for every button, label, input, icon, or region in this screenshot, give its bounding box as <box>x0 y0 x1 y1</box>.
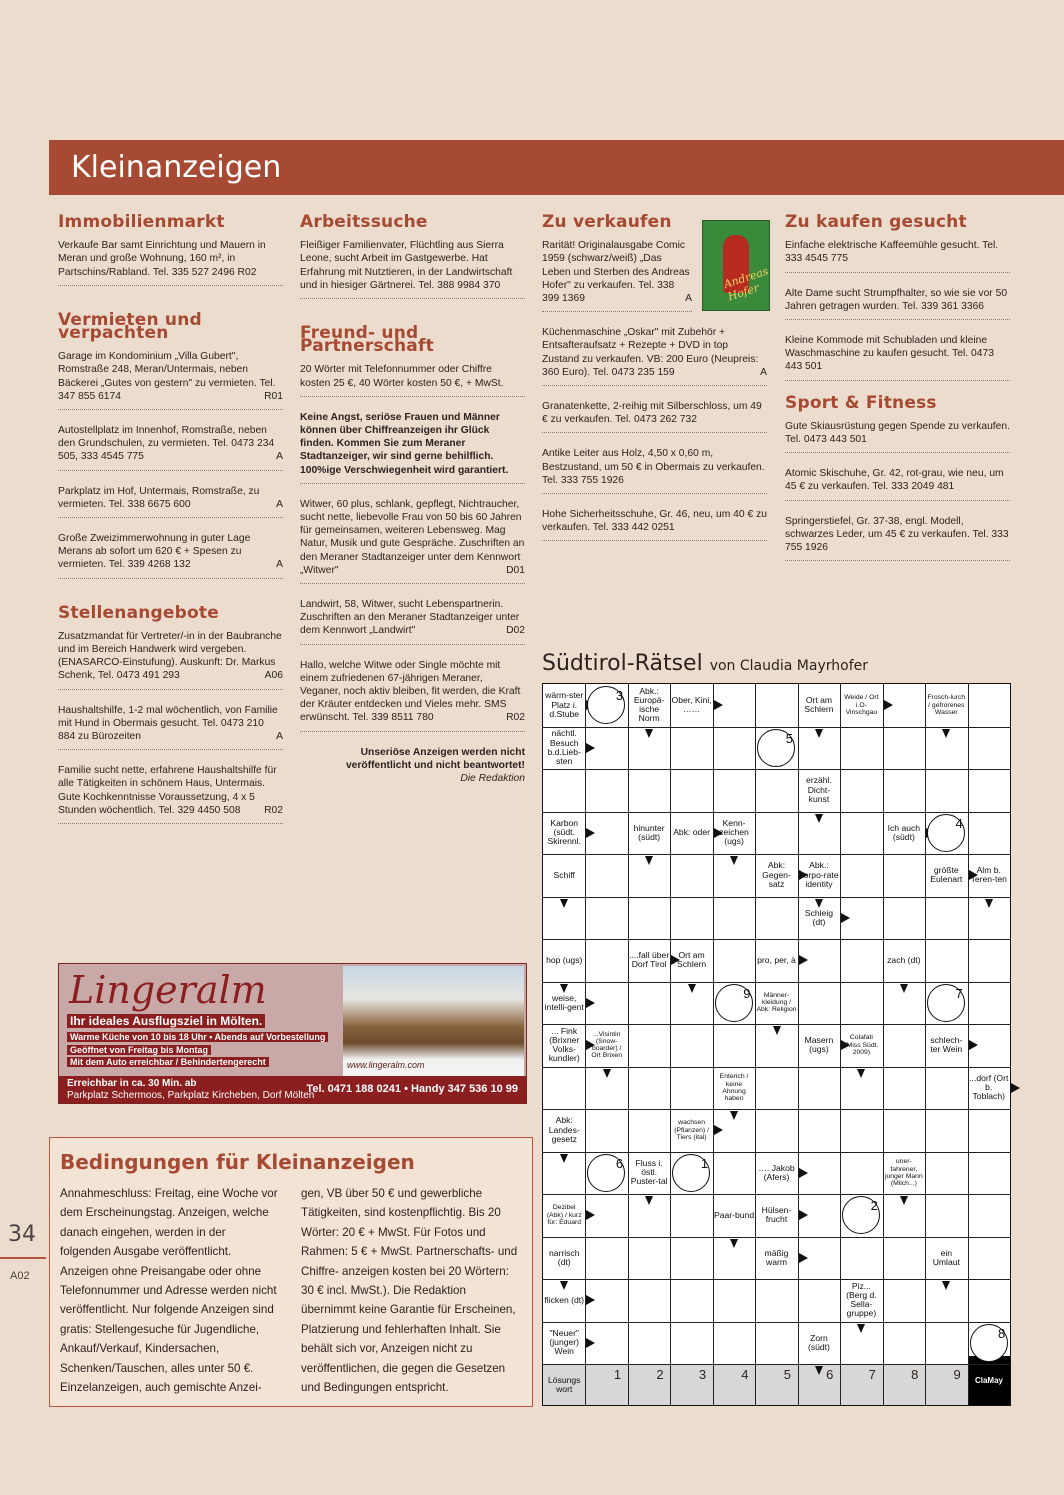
clue-arrow-icon <box>773 1026 781 1035</box>
comic-book-image <box>702 220 770 311</box>
clue-arrow-icon <box>841 913 850 923</box>
clue-cell: Abk.: Europä-ische Norm <box>633 685 665 724</box>
page-number: 34 <box>8 1222 36 1247</box>
list-item: Atomic Skischuhe, Gr. 42, rot-grau, wie neu, um 45 € zu verkaufen. Tel. 333 2049 481 <box>785 467 1010 500</box>
clue-cell: erzähl. Dicht-kunst <box>806 775 832 804</box>
grid-line <box>543 897 1010 898</box>
list-item: Witwer, 60 plus, schlank, gepflegt, Nichtraucher, sucht nette, liebevolle Frau von 50 bis 60 Jahren für gemeinsamen, weiteren Lebensweg. Mag Natur, Musik und gute Gespräche. Zuschriften an den Meraner Stadtanzeiger unter dem Kennwort „Witwer" D01 <box>300 498 525 584</box>
clue-arrow-icon <box>799 1168 808 1178</box>
clue-cell: Piz... (Berg d. Sella-gruppe) <box>846 1280 877 1319</box>
clue-cell: Enterich / keine Ahnung haben <box>719 1073 749 1102</box>
clue-arrow-icon <box>730 856 738 865</box>
clue-cell: schlech-ter Wein <box>930 1035 963 1055</box>
puzzle-brand: ClaMay <box>968 1356 1010 1405</box>
puzzle-title: Südtirol-Rätsel von Claudia Mayrhofer <box>542 651 868 676</box>
grid-line <box>543 1322 1010 1323</box>
conditions-col-1: Annahmeschluss: Freitag, eine Woche vor dem Erscheinungstag. Anzeigen, welche danach eingehen, werden in der folgenden Ausgabe veröffentlicht. Anzeigen ohne Preisangabe oder ohne Telefonnummer und Adresse werden nicht veröffentlicht. Nur folgende Anzeigen sind gratis: Stellengesuche für Jugendliche, Ankauf/Verkauf, Kindersachen, Schenken/Tauschen, alles unter 50 €. Einzelanzeigen, auch gemischte Anzei- <box>60 1187 278 1395</box>
clue-cell: Abk.: corpo-rate identity <box>799 860 839 889</box>
list-item: Garage im Kondominium „Villa Gubert", Romstraße 248, Meran/Untermais, neben Bäckerei „Gutes von gestern" zu vermieten. Tel. 347 855 6174 R01 <box>58 350 283 410</box>
clue-cell: Männer-kleidung / Abk: Religion <box>756 991 797 1014</box>
clue-cell: Masern (ugs) <box>804 1035 834 1055</box>
column-4 <box>785 212 1010 575</box>
clue-cell: zach (dt) <box>887 954 921 965</box>
clue-cell: ....fall über Dorf Tirol <box>629 950 670 970</box>
circle-number: 6 <box>615 1155 624 1171</box>
circle-number: 1 <box>700 1155 709 1171</box>
clue-arrow-icon <box>586 1210 595 1220</box>
clue-arrow-icon <box>815 729 823 738</box>
solution-number: 3 <box>698 1367 707 1382</box>
page-code: A02 <box>10 1270 30 1282</box>
lingeralm-line: Warme Küche von 10 bis 18 Uhr • Abends auf Vorbestellung <box>67 1032 328 1042</box>
circle-number: 3 <box>615 688 624 703</box>
clue-cell: ein Umlaut <box>932 1247 960 1267</box>
clue-cell: Zorn (südt) <box>807 1332 830 1352</box>
lingeralm-website: www.lingeralm.com <box>347 1060 425 1070</box>
clue-arrow-icon <box>815 1366 823 1375</box>
clue-arrow-icon <box>586 828 595 838</box>
freund-heading: Freund- und Partnerschaft <box>300 323 434 357</box>
page-divider <box>0 1257 46 1259</box>
clue-cell: Alm b. Teren-ten <box>970 865 1007 885</box>
clue-arrow-icon <box>857 1069 865 1078</box>
clue-arrow-icon <box>900 984 908 993</box>
clue-cell: Kenn-zeichen (ugs) <box>719 817 749 847</box>
clue-cell: Ort am Schlern <box>677 950 707 970</box>
grid-line <box>543 769 1010 770</box>
clue-cell: ...dorf (Ort b. Toblach) <box>969 1072 1009 1102</box>
list-item: Landwirt, 58, Witwer, sucht Lebenspartnerin. Zuschriften an den Meraner Stadtanzeiger unter dem Kennwort „Landwirt" D02 <box>300 598 525 645</box>
clue-cell: hinunter (südt) <box>633 822 665 842</box>
arbeit-heading: Arbeitssuche <box>300 212 428 232</box>
section-banner <box>49 140 1064 195</box>
kaufen-heading: Zu kaufen gesucht <box>785 212 967 232</box>
lingeralm-subtitle: Ihr ideales Ausflugsziel in Mölten. <box>67 1014 265 1028</box>
clue-cell: Abk: Gegen-satz <box>762 860 791 889</box>
clue-arrow-icon <box>985 899 993 908</box>
clue-arrow-icon <box>1011 1083 1020 1093</box>
clue-cell: Ort am Schlern <box>804 695 834 715</box>
clue-arrow-icon <box>900 1196 908 1205</box>
circle-number: 7 <box>955 985 963 1001</box>
grid-line <box>543 1364 1010 1365</box>
stellen-heading: Stellenangebote <box>58 602 219 623</box>
list-item: Große Zweizimmerwohnung in guter Lage Merans ab sofort um 620 € + Spesen zu vermieten. Tel. 339 4268 132 A <box>58 532 283 579</box>
grid-line <box>543 1109 1010 1110</box>
immobilien-heading: Immobilienmarkt <box>58 212 225 232</box>
lingeralm-ad <box>58 963 527 1104</box>
list-item: Antike Leiter aus Holz, 4,50 x 0,60 m, Bestzustand, um 50 € in Obermais zu verkaufen. Tel. 333 755 1926 <box>542 447 767 494</box>
list-item: Verkaufe Bar samt Einrichtung und Mauern in Meran und große Wohnung, 160 m², in Partschins/Rabland. Tel. 335 527 2496 R02 <box>58 239 283 286</box>
clue-arrow-icon <box>586 998 595 1008</box>
clue-arrow-icon <box>799 955 808 965</box>
clue-cell: ...Visintin (Snow-boarder) / Ort Brixen <box>591 1030 622 1060</box>
clue-arrow-icon <box>730 1111 738 1120</box>
lingeralm-title: Lingeralm <box>69 968 267 1012</box>
clue-cell: Schleig (dt) <box>804 907 834 927</box>
clue-arrow-icon <box>942 729 950 738</box>
list-item: Hallo, welche Witwe oder Single möchte mit einem zufriedenen 67-jährigen Meraner, Veganer, noch aktiv bleiben, fit werden, die Kraft der Kräuter entdecken und Vieles mehr. SMS erwünscht. Tel. 339 8511 780 R02 <box>300 659 525 732</box>
circle-number: 2 <box>870 1198 878 1213</box>
list-item: Kleine Kommode mit Schubladen und kleine Waschmaschine zu kaufen gesucht. Tel. 0473 443 501 <box>785 334 1010 381</box>
conditions-box <box>49 1137 533 1407</box>
clue-cell: Ober, Kini, …… <box>671 695 712 715</box>
circle-number: 9 <box>743 985 751 1001</box>
vermieten-heading: Vermieten und verpachten <box>58 309 202 344</box>
clue-cell: Weide / Ort i.O-Vinschgau <box>844 694 879 716</box>
circle-number: 4 <box>955 815 963 831</box>
list-item: Fleißiger Familienvater, Flüchtling aus Sierra Leone, sucht Arbeit im Gastgewerbe. Hat Erfahrung mit Nutztieren, in der Landwirtschaft und in hiesiger Gärtnerei. Tel. 388 9984 370 <box>300 239 525 299</box>
list-item: 20 Wörter mit Telefonnummer oder Chiffre kosten 25 €, 40 Wörter kosten 50 €, + MwSt. <box>300 363 525 396</box>
sport-heading: Sport & Fitness <box>785 392 937 413</box>
clue-arrow-icon <box>799 1210 808 1220</box>
list-item: Küchenmaschine „Oskar" mit Zubehör + Entsafteraufsatz + Rezepte + DVD in top Zustand zu verkaufen. VB: 200 Euro (Neupreis: 360 Euro). Tel. 0473 235 159 A <box>542 326 767 386</box>
list-item: Keine Angst, seriöse Frauen und Männer können über Chiffreanzeigen ihr Glück finden. Kommen Sie zum Meraner Stadtanzeiger, wir sind gerne behilflich. 100%ige Verschwiegenheit wird garantiert. <box>300 411 525 484</box>
clue-cell: größte Eulenart <box>930 865 963 885</box>
list-item: Springerstiefel, Gr. 37-38, engl. Modell, schwarzes Leder, um 45 € zu verkaufen. Tel. 333 755 1926 <box>785 515 1010 562</box>
clue-cell: Fluss i. östl. Puster-tal <box>630 1157 668 1187</box>
list-item: Granatenkette, 2-reihig mit Silberschloss, um 49 € zu verkaufen. Tel. 0473 262 732 <box>542 400 767 433</box>
clue-cell: Abk: oder <box>673 827 710 838</box>
lingeralm-contact-bar: Erreichbar in ca. 30 Min. ab Parkplatz Schermoos, Parkplatz Kircheben, Dorf Mölten Tel. 0471 188 0241 • Handy 347 536 10 99 <box>59 1076 526 1103</box>
clue-arrow-icon <box>586 1338 595 1348</box>
conditions-heading: Bedingungen für Kleinanzeigen <box>60 1150 415 1174</box>
grid-line <box>543 1067 1010 1068</box>
clue-arrow-icon <box>586 743 595 753</box>
grid-line <box>713 684 714 1405</box>
clue-cell: nächtl. Besuch b.d.Lieb-sten <box>547 728 581 766</box>
grid-line <box>543 727 1010 728</box>
clue-cell: Schiff <box>553 869 575 880</box>
clue-cell: wärm-ster Platz i. d.Stube <box>545 690 584 719</box>
circle-number: 5 <box>785 730 793 746</box>
clue-arrow-icon <box>942 1281 950 1290</box>
clue-cell: uner-fahrener, junger Mann (Milch...) <box>884 1158 923 1187</box>
clue-arrow-icon <box>603 1069 611 1078</box>
lingeralm-line: Mit dem Auto erreichbar / Behindertengerecht <box>67 1057 269 1067</box>
solution-number: 8 <box>911 1367 919 1382</box>
solution-number: 7 <box>868 1367 876 1382</box>
column-1 <box>58 212 283 838</box>
list-item: Einfache elektrische Kaffeemühle gesucht. Tel. 333 4545 775 <box>785 239 1010 272</box>
clue-cell: Abk: Landes-gesetz <box>548 1115 580 1144</box>
verkaufen-heading: Zu verkaufen <box>542 212 672 232</box>
clue-arrow-icon <box>688 984 696 993</box>
solution-number: 5 <box>783 1367 791 1382</box>
banner-title: Kleinanzeigen <box>71 150 282 185</box>
clue-cell: Ich auch (südt) <box>887 822 921 842</box>
list-item: Zusatzmandat für Vertreter/-in in der Baubranche und im Bereich Handwerk wird vergeben. (ENASARCO-Einstufung). Auskunft: Dr. Markus Schenk, Tel. 0473 491 293 A06 <box>58 630 283 690</box>
grid-line <box>543 1279 1010 1280</box>
clue-arrow-icon <box>884 700 893 710</box>
clue-arrow-icon <box>645 856 653 865</box>
grid-line <box>883 684 884 1405</box>
lingeralm-line: Geöffnet von Freitag bis Montag <box>67 1045 211 1055</box>
clue-cell: "Neuer" (junger) Wein <box>549 1327 580 1357</box>
clue-arrow-icon <box>969 1040 978 1050</box>
clue-cell: flicken (dt) <box>544 1294 585 1305</box>
list-item: Familie sucht nette, erfahrene Haushaltshilfe für alle Tätigkeiten in schönem Haus, Untermais. Gute Kochkenntnisse Voraussetzung, 4 x 5 Stunden wöchentlich. Tel. 329 4450 508 R02 <box>58 764 283 824</box>
list-item: Rarität! Originalausgabe Comic 1959 (schwarz/weiß) „Das Leben und Sterben des Andreas Hofer" zu verkaufen. Tel. 338 399 1369 A <box>542 239 692 312</box>
grid-line <box>628 684 629 1405</box>
clue-cell: Frosch-lurch / gefrorenes Wasser <box>927 694 966 716</box>
solution-number: 2 <box>656 1367 664 1382</box>
circle-number: 8 <box>998 1325 1006 1341</box>
clue-cell: wachsen (Pflanzen) / Tiers (ital) <box>674 1119 709 1141</box>
clue-arrow-icon <box>857 1324 865 1333</box>
clue-arrow-icon <box>815 814 823 823</box>
clue-arrow-icon <box>560 899 568 908</box>
clue-arrow-icon <box>645 729 653 738</box>
book-title: Andreas Hofer <box>722 264 770 304</box>
clue-cell: Paar-bund <box>713 1209 755 1220</box>
grid-line <box>543 812 1010 813</box>
solution-number: 9 <box>953 1367 961 1382</box>
list-item: Hohe Sicherheitsschuhe, Gr. 46, neu, um 40 € zu verkaufen. Tel. 333 442 0251 <box>542 508 767 541</box>
clue-cell: pro, per, à <box>757 954 796 965</box>
solution-number: 1 <box>613 1367 622 1382</box>
clue-cell: Colafati (Miss Südt. 2009) <box>844 1034 879 1056</box>
clue-cell: narrisch (dt) <box>548 1247 580 1267</box>
list-item: Haushaltshilfe, 1-2 mal wöchentlich, von Familie mit Hund in Obermais gesucht. Tel. 0473 210 884 zu Bürozeiten A <box>58 704 283 751</box>
clue-cell: …. Jakob (Afers) <box>758 1162 795 1182</box>
solution-label: Lösungs wort <box>547 1374 581 1394</box>
clue-cell: weise, intelli-gent <box>544 992 584 1012</box>
editorial-note: Unseriöse Anzeigen werden nicht veröffentlicht und nicht beantwortet! Die Redaktion <box>345 746 525 785</box>
clue-arrow-icon <box>560 1154 568 1163</box>
column-2 <box>300 212 525 785</box>
solution-number: 6 <box>826 1367 834 1382</box>
grid-line <box>755 684 756 1405</box>
conditions-col-2: gen, VB über 50 € und gewerbliche Tätigkeiten, sind kostenpflichtig. Bis 20 Wörter: 20 € + MwSt. Für Fotos und Rahmen: 5 € + MwSt. Partnerschafts- und Chiffre- anzeigen kosten bei 20 Wörtern: 30 € incl. MwSt.). Die Redaktion übernimmt keine Garantie für Erscheinen, Platzierung und fehlerhaften Inhalt. Sie behält sich vor, Anzeigen nicht zu veröffentlichen, die gegen die Gesetzen und Bedingungen entspricht. <box>301 1187 518 1395</box>
clue-arrow-icon <box>730 1239 738 1248</box>
list-item: Autostellplatz im Innenhof, Romstraße, neben den Grundschulen, zu vermieten. Tel. 0473 234 505, 333 4545 775 A <box>58 424 283 471</box>
clue-arrow-icon <box>586 1295 595 1305</box>
list-item: Alte Dame sucht Strumpfhalter, so wie sie vor 50 Jahren getragen wurden. Tel. 339 361 3366 <box>785 287 1010 320</box>
clue-cell: mäßig warm <box>764 1247 789 1267</box>
clue-arrow-icon <box>799 1253 808 1263</box>
clue-cell: Hülsen-frucht <box>761 1205 792 1225</box>
clue-cell: hop (ugs) <box>546 954 583 965</box>
clue-cell: Karbon (südt. Skirennl. <box>547 817 581 847</box>
clue-cell: Dezibel (Abk) / kurz für: Eduard <box>546 1204 582 1226</box>
puzzle-author: von Claudia Mayrhofer <box>709 658 868 674</box>
clue-arrow-icon <box>714 1125 723 1135</box>
list-item: Gute Skiausrüstung gegen Spende zu verkaufen. Tel. 0473 443 501 <box>785 420 1010 453</box>
crossword-grid <box>542 683 1011 1406</box>
solution-number: 4 <box>741 1367 749 1382</box>
clue-cell: ... Fink (Brixner Volks-kundler) <box>548 1025 580 1064</box>
clue-arrow-icon <box>645 1196 653 1205</box>
list-item: Parkplatz im Hof, Untermais, Romstraße, zu vermieten. Tel. 338 6675 600 A <box>58 485 283 518</box>
clue-arrow-icon <box>714 700 723 710</box>
grid-line <box>670 684 671 1405</box>
